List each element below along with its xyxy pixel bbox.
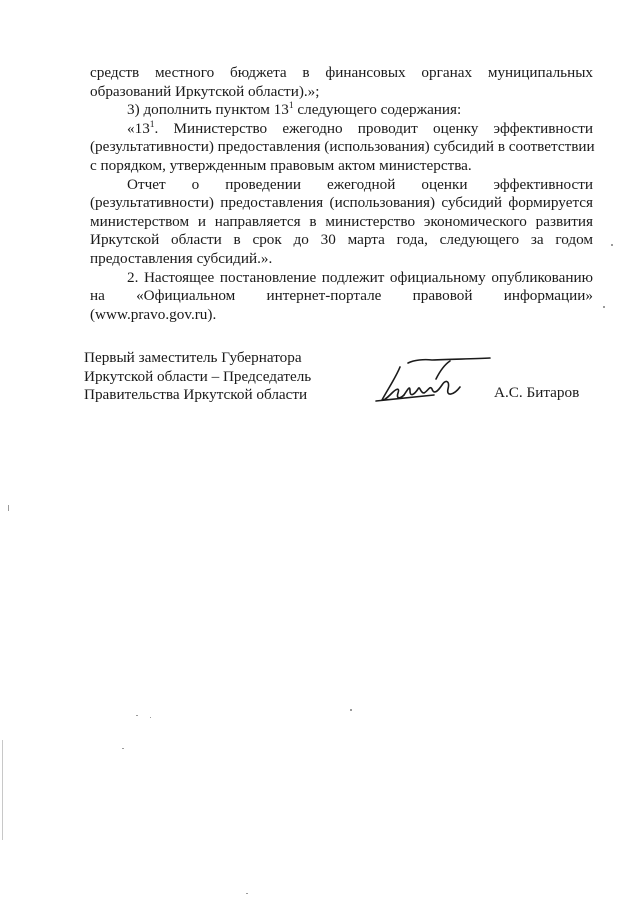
scan-speck (603, 306, 605, 308)
body-line-10: Иркутской области в срок до 30 марта года, следующего за годом (90, 231, 593, 249)
signatory-position (84, 349, 311, 405)
body-line-9: министерством и направляется в министерство экономического развития (90, 212, 593, 230)
body-line-5: (результативности) предоставления (использования) субсидий в соответствии (90, 138, 595, 156)
scan-speck (122, 748, 124, 749)
document-body (90, 64, 593, 324)
body-line-6: с порядком, утвержденным правовым актом министерства. (90, 156, 472, 174)
body-line-13: на «Официальном интернет-портале правовой информации» (90, 287, 593, 305)
body-line-12: 2. Настоящее постановление подлежит официальному опубликованию (127, 268, 593, 286)
body-line-7: Отчет о проведении ежегодной оценки эффективности (127, 175, 593, 193)
body-line-8: (результативности) предоставления (использования) субсидий формируется (90, 194, 593, 212)
body-line-14: (www.pravo.gov.ru). (90, 305, 217, 323)
scan-speck (246, 893, 248, 894)
scan-speck (8, 505, 9, 511)
item-3-line: 3) дополнить пунктом $13^1$ следующего содержания: (127, 101, 462, 119)
body-line-1: средств местного бюджета в финансовых органах муниципальных (90, 64, 593, 81)
position-line-3: Правительства Иркутской области (84, 386, 308, 404)
handwritten-signature (374, 355, 494, 407)
body-line-11: предоставления субсидий.». (90, 249, 273, 267)
position-line-2: Иркутской области – Председатель (84, 367, 312, 385)
scan-edge (2, 740, 3, 840)
position-line-1: Первый заместитель Губернатора (84, 349, 302, 366)
scan-speck (611, 244, 613, 246)
point-13-1-line: «$13^1$. Министерство ежегодно проводит оценку эффективности (127, 119, 593, 137)
scan-speck (350, 709, 352, 711)
signatory-name: А.С. Битаров (494, 384, 580, 401)
scan-speck (150, 717, 151, 718)
scan-speck (136, 715, 138, 716)
body-line-2: образований Иркутской области).»; (90, 82, 320, 100)
